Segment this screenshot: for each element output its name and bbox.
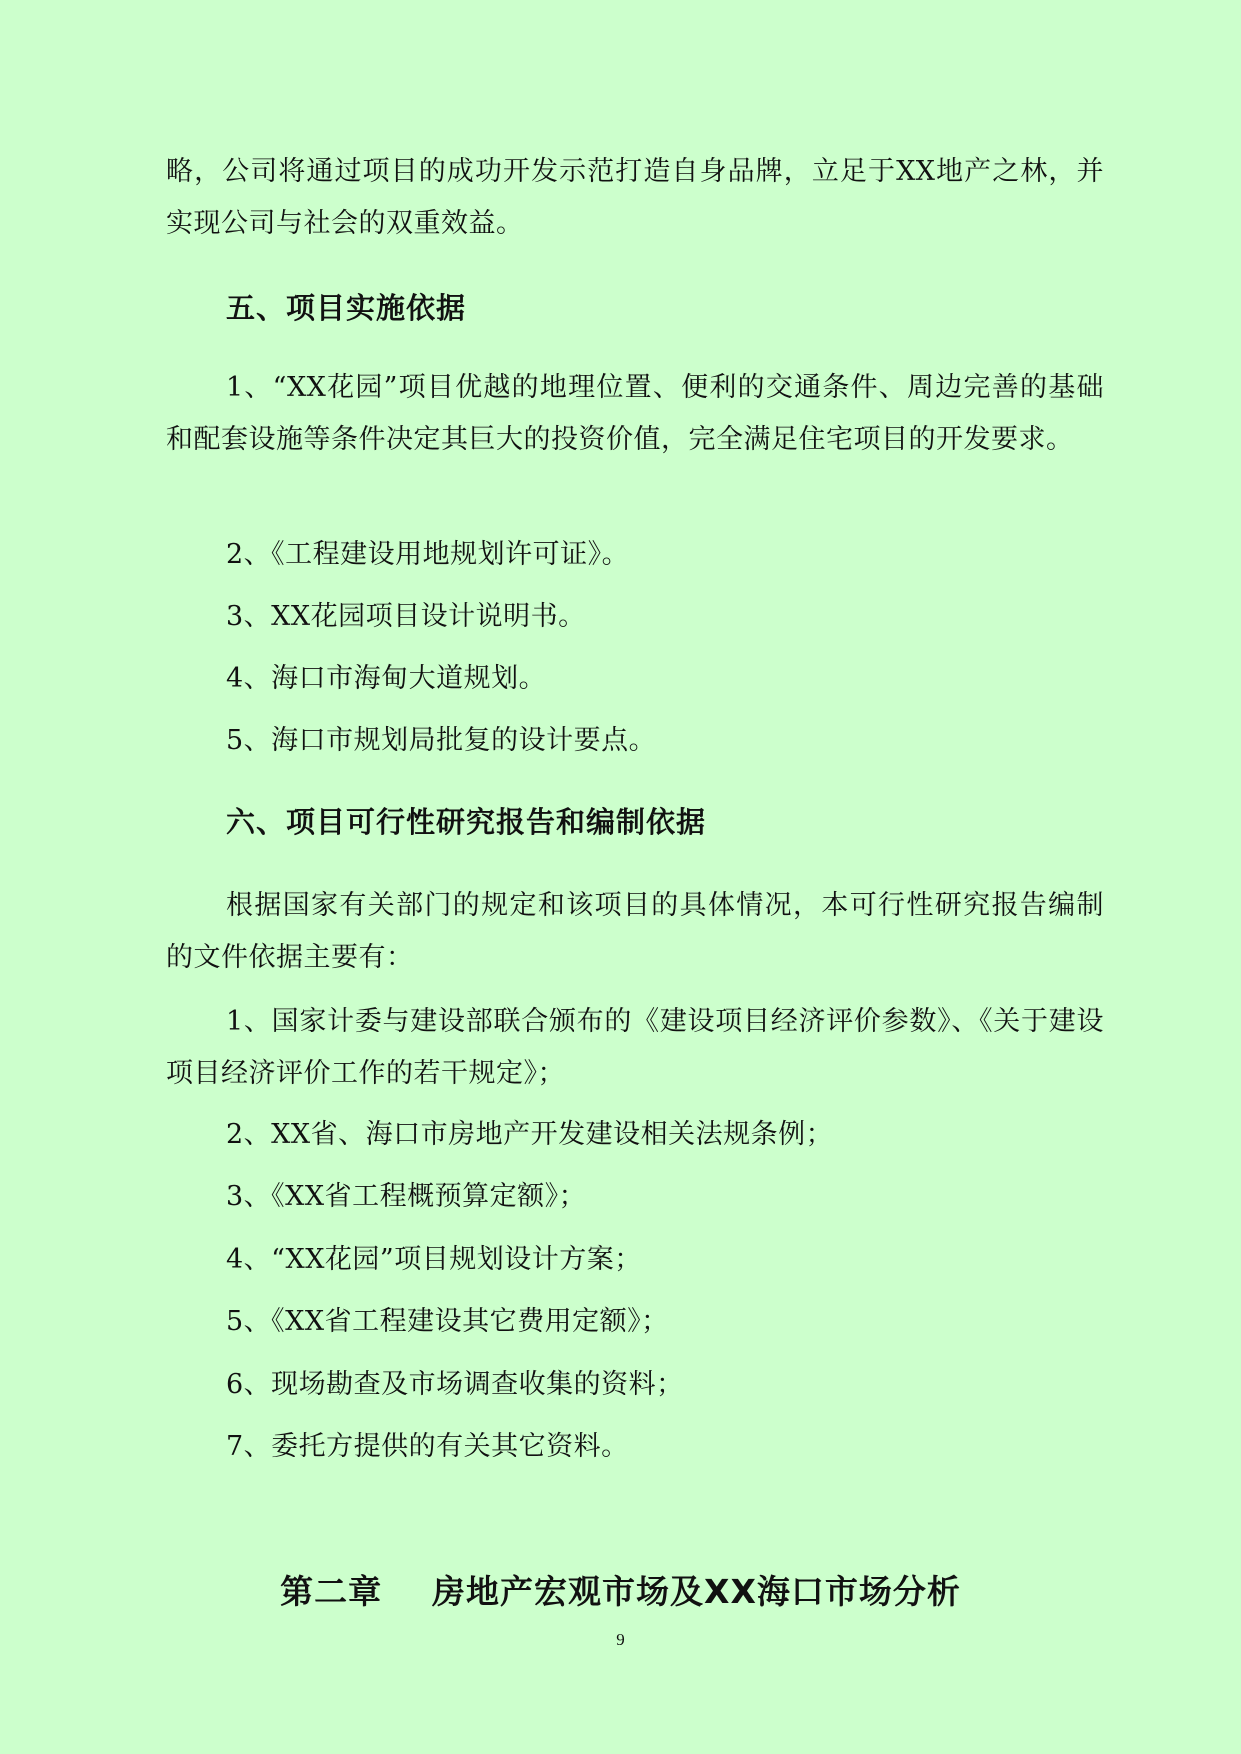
section-6-heading: 六、项目可行性研究报告和编制依据 <box>226 805 707 839</box>
section-6-item-7: 7、委托方提供的有关其它资料。 <box>226 1431 629 1462</box>
section-6-item-1: 1、国家计委与建设部联合颁布的《建设项目经济评价参数》、《关于建设项目经济评价工作的若干规定》； <box>166 1006 1104 1089</box>
section-6-item-4: 4、“XX花园”项目规划设计方案； <box>226 1244 642 1275</box>
continuation-paragraph: 略，公司将通过项目的成功开发示范打造自身品牌，立足于XX地产之林，并实现公司与社会的双重效益。 <box>166 156 1104 239</box>
section-6-item-5: 5、《XX省工程建设其它费用定额》； <box>226 1306 669 1337</box>
section-5-heading: 五、项目实施依据 <box>226 291 467 325</box>
chapter-title: 第二章 房地产宏观市场及XX海口市场分析 <box>280 1572 961 1611</box>
section-6-item-3: 3、《XX省工程概预算定额》； <box>226 1181 587 1212</box>
section-6-item-6: 6、现场勘查及市场调查收集的资料； <box>226 1369 684 1400</box>
section-5-item-1: 1、“XX花园”项目优越的地理位置、便利的交通条件、周边完善的基础和配套设施等条件决定其巨大的投资价值，完全满足住宅项目的开发要求。 <box>166 372 1104 455</box>
section-6-intro: 根据国家有关部门的规定和该项目的具体情况，本可行性研究报告编制的文件依据主要有： <box>166 890 1104 973</box>
section-6-item-2: 2、XX省、海口市房地产开发建设相关法规条例； <box>226 1119 834 1150</box>
section-5-item-2: 2、《工程建设用地规划许可证》。 <box>226 539 630 570</box>
section-5-item-3: 3、XX花园项目设计说明书。 <box>226 601 586 632</box>
section-5-item-5: 5、海口市规划局批复的设计要点。 <box>226 725 657 756</box>
page-number: 9 <box>616 1630 625 1649</box>
section-5-item-4: 4、海口市海甸大道规划。 <box>226 663 547 694</box>
